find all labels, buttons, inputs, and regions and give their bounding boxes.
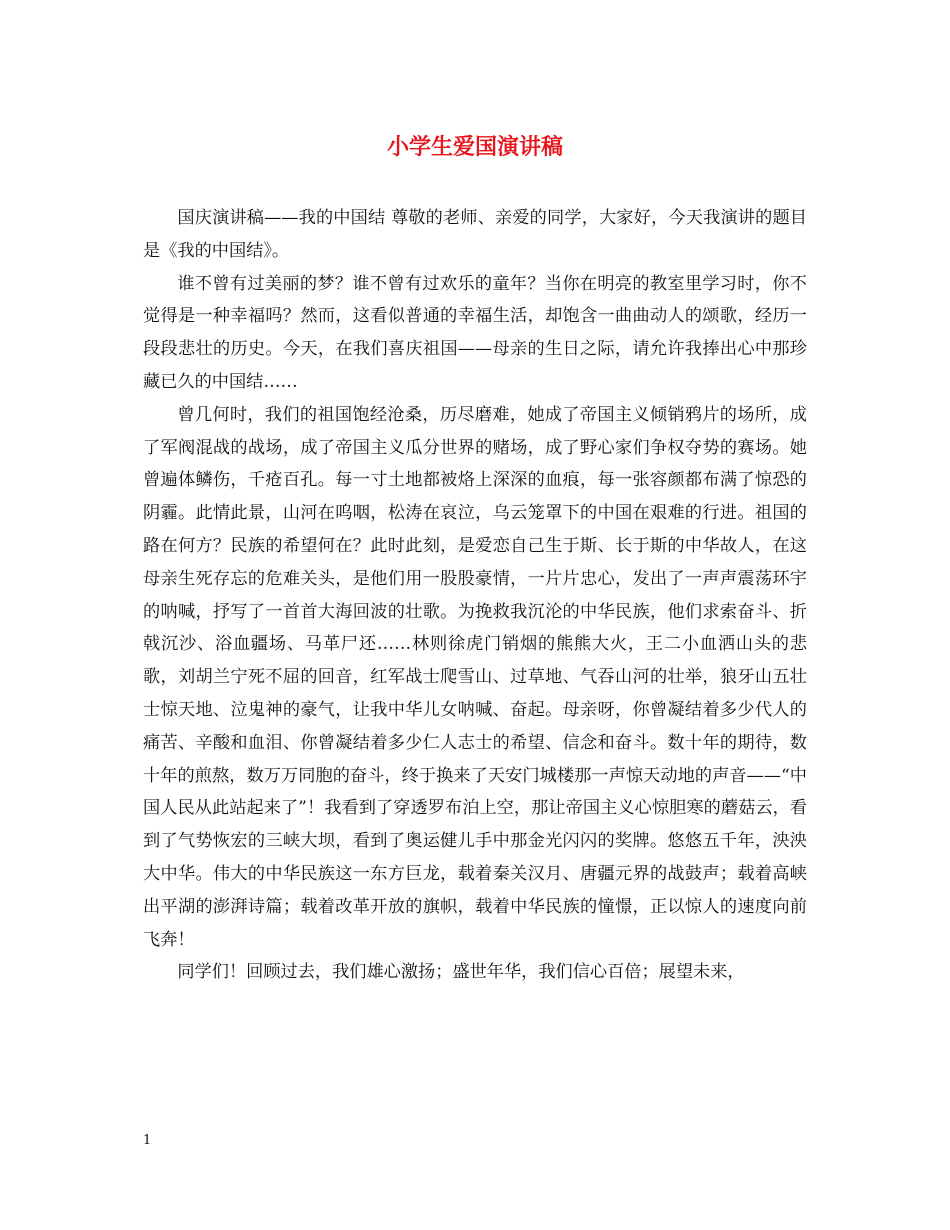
paragraph-3: 曾几何时，我们的祖国饱经沧桑，历尽磨难，她成了帝国主义倾销鸦片的场所，成了军阀混战的战场，成了帝国主义瓜分世界的赌场，成了野心家们争权夺势的赛场。她曾遍体鳞伤，千疮百孔。每一寸土地都被烙上深深的血痕，每一张容颜都布满了惊恐的阴霾。此情此景，山河在呜咽，松涛在哀泣，乌云笼罩下的中国在艰难的行进。祖国的路在何方？民族的希望何在？此时此刻，是爱恋自己生于斯、长于斯的中华故人，在这母亲生死存忘的危难关头，是他们用一股股豪情，一片片忠心，发出了一声声震荡环宇的呐喊，抒写了一首首大海回波的壮歌。为挽救我沉沦的中华民族，他们求索奋斗、折戟沉沙、浴血疆场、马革尸还……林则徐虎门销烟的熊熊大火，王二小血洒山头的悲歌，刘胡兰宁死不屈的回音，红军战士爬雪山、过草地、气吞山河的壮举，狼牙山五壮士惊天地、泣鬼神的豪气，让我中华儿女呐喊、奋起。母亲呀，你曾凝结着多少代人的痛苦、辛酸和血泪、你曾凝结着多少仁人志士的希望、信念和奋斗。数十年的期待，数十年的煎熬，数万万同胞的奋斗，终于换来了天安门城楼那一声惊天动地的声音——“中国人民从此站起来了”！我看到了穿透罗布泊上空，那让帝国主义心惊胆寒的蘑菇云，看到了气势恢宏的三峡大坝，看到了奥运健儿手中那金光闪闪的奖牌。悠悠五千年，泱泱大中华。伟大的中华民族这一东方巨龙，载着秦关汉月、唐疆元界的战鼓声；载着高峡出平湖的澎湃诗篇；载着改革开放的旗帜，载着中华民族的憧憬，正以惊人的速度向前飞奔！	[143, 404, 807, 950]
paragraph-2: 谁不曾有过美丽的梦？谁不曾有过欢乐的童年？当你在明亮的教室里学习时，你不觉得是一种幸福吗？然而，这看似普通的幸福生活，却饱含一曲曲动人的颂歌，经历一段段悲壮的历史。今天，在我们喜庆祖国——母亲的生日之际，请允许我捧出心中那珍藏已久的中国结……	[143, 273, 807, 392]
paragraph-4: 同学们！回顾过去，我们雄心激扬；盛世年华，我们信心百倍；展望未来，	[177, 962, 745, 983]
document-body	[143, 202, 807, 989]
page-title: 小学生爱国演讲稿	[386, 134, 563, 160]
paragraph-1: 国庆演讲稿——我的中国结 尊敬的老师、亲爱的同学，大家好，今天我演讲的题目是《我的中国结》。	[143, 208, 807, 261]
page-number: 1	[143, 1133, 152, 1148]
